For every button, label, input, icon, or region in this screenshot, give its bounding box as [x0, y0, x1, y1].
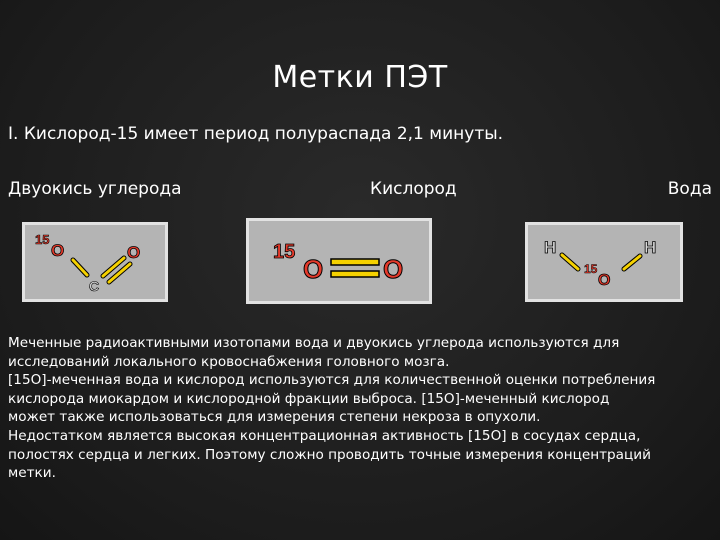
body-line: кислорода миокардом и кислородной фракции выброса. [15O]-меченный кислород	[8, 390, 610, 407]
oxygen-atom-right: O	[383, 254, 404, 284]
oxygen-atom: O	[598, 272, 611, 289]
body-paragraph	[8, 334, 714, 483]
carbon-atom: C	[89, 278, 100, 294]
single-bond	[73, 260, 87, 275]
hydrogen-atom-left: H	[544, 238, 557, 257]
label-carbon-dioxide: Двуокись углерода	[8, 179, 182, 199]
oxygen-atom-left: O	[51, 241, 65, 260]
label-water: Вода	[667, 179, 712, 199]
mass-number: 15	[584, 262, 598, 276]
single-bond	[562, 255, 578, 269]
half-life-statement: I. Кислород-15 имеет период полураспада 2,1 минуты.	[8, 124, 504, 144]
body-line: метки.	[8, 465, 56, 482]
mass-number: 15	[35, 232, 50, 247]
body-line: исследований локального кровоснабжения головного мозга.	[8, 353, 450, 370]
hydrogen-atom-right: H	[644, 238, 657, 257]
water-structure	[525, 222, 683, 302]
double-bond	[331, 259, 379, 277]
oxygen-atom-left: O	[303, 254, 324, 284]
mass-number: 15	[273, 241, 296, 263]
body-line: полостях сердца и легких. Поэтому сложно проводить точные измерения концентраций	[8, 446, 651, 463]
body-line: может также использоваться для измерения степени некроза в опухоли.	[8, 409, 541, 426]
body-line: Меченные радиоактивными изотопами вода и двуокись углерода используются для	[8, 335, 620, 351]
slide-title: Метки ПЭТ	[272, 60, 448, 95]
carbon-dioxide-structure	[22, 222, 168, 302]
oxygen-structure	[246, 218, 432, 304]
oxygen-atom-right: O	[127, 243, 141, 262]
label-oxygen: Кислород	[370, 179, 457, 199]
body-line: Недостатком является высокая концентрационная активность [15O] в сосудах сердца,	[8, 427, 641, 444]
body-line: [15O]-меченная вода и кислород используются для количественной оценки потребления	[8, 372, 656, 389]
double-bond	[103, 258, 130, 282]
single-bond	[624, 256, 640, 269]
